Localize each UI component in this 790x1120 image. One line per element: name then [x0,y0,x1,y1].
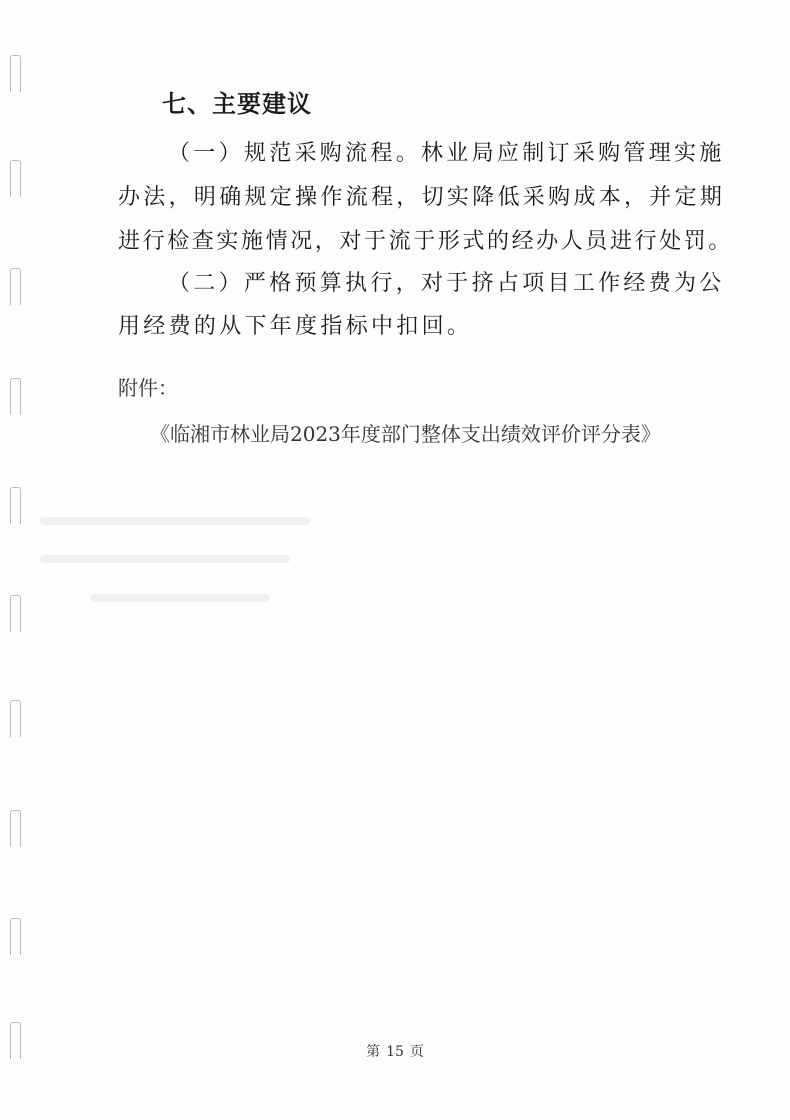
page-number-prefix: 第 [366,1044,381,1060]
binding-mark [10,595,21,632]
paragraph-line: （一）规范采购流程。林业局应制订采购管理实施 [168,141,725,166]
page-number-value: 15 [386,1044,404,1060]
show-through-mark [40,517,310,525]
section-title: 七、主要建议 [162,90,312,118]
page-number-suffix: 页 [409,1044,424,1060]
attachment-label: 附件： [118,376,178,400]
binding-mark [10,918,21,955]
show-through-mark [90,594,270,602]
binding-mark [10,268,21,305]
binding-mark [10,700,21,737]
page-number [0,1041,790,1061]
binding-mark [10,810,21,847]
paragraph-line: （二）严格预算执行，对于挤占项目工作经费为公 [168,271,725,296]
attachment-item: 《临湘市林业局2023年度部门整体支出绩效评价评分表》 [150,422,661,446]
paragraph-line: 进行检查实施情况，对于流于形式的经办人员进行处罚。 [118,229,734,254]
binding-mark [10,487,21,524]
binding-mark [10,160,21,197]
paragraph-line: 办法，明确规定操作流程，切实降低采购成本，并定期 [118,185,726,210]
binding-mark [10,378,21,415]
show-through-mark [40,555,290,563]
binding-mark [10,55,21,92]
paragraph-line: 用经费的从下年度指标中扣回。 [118,314,473,339]
